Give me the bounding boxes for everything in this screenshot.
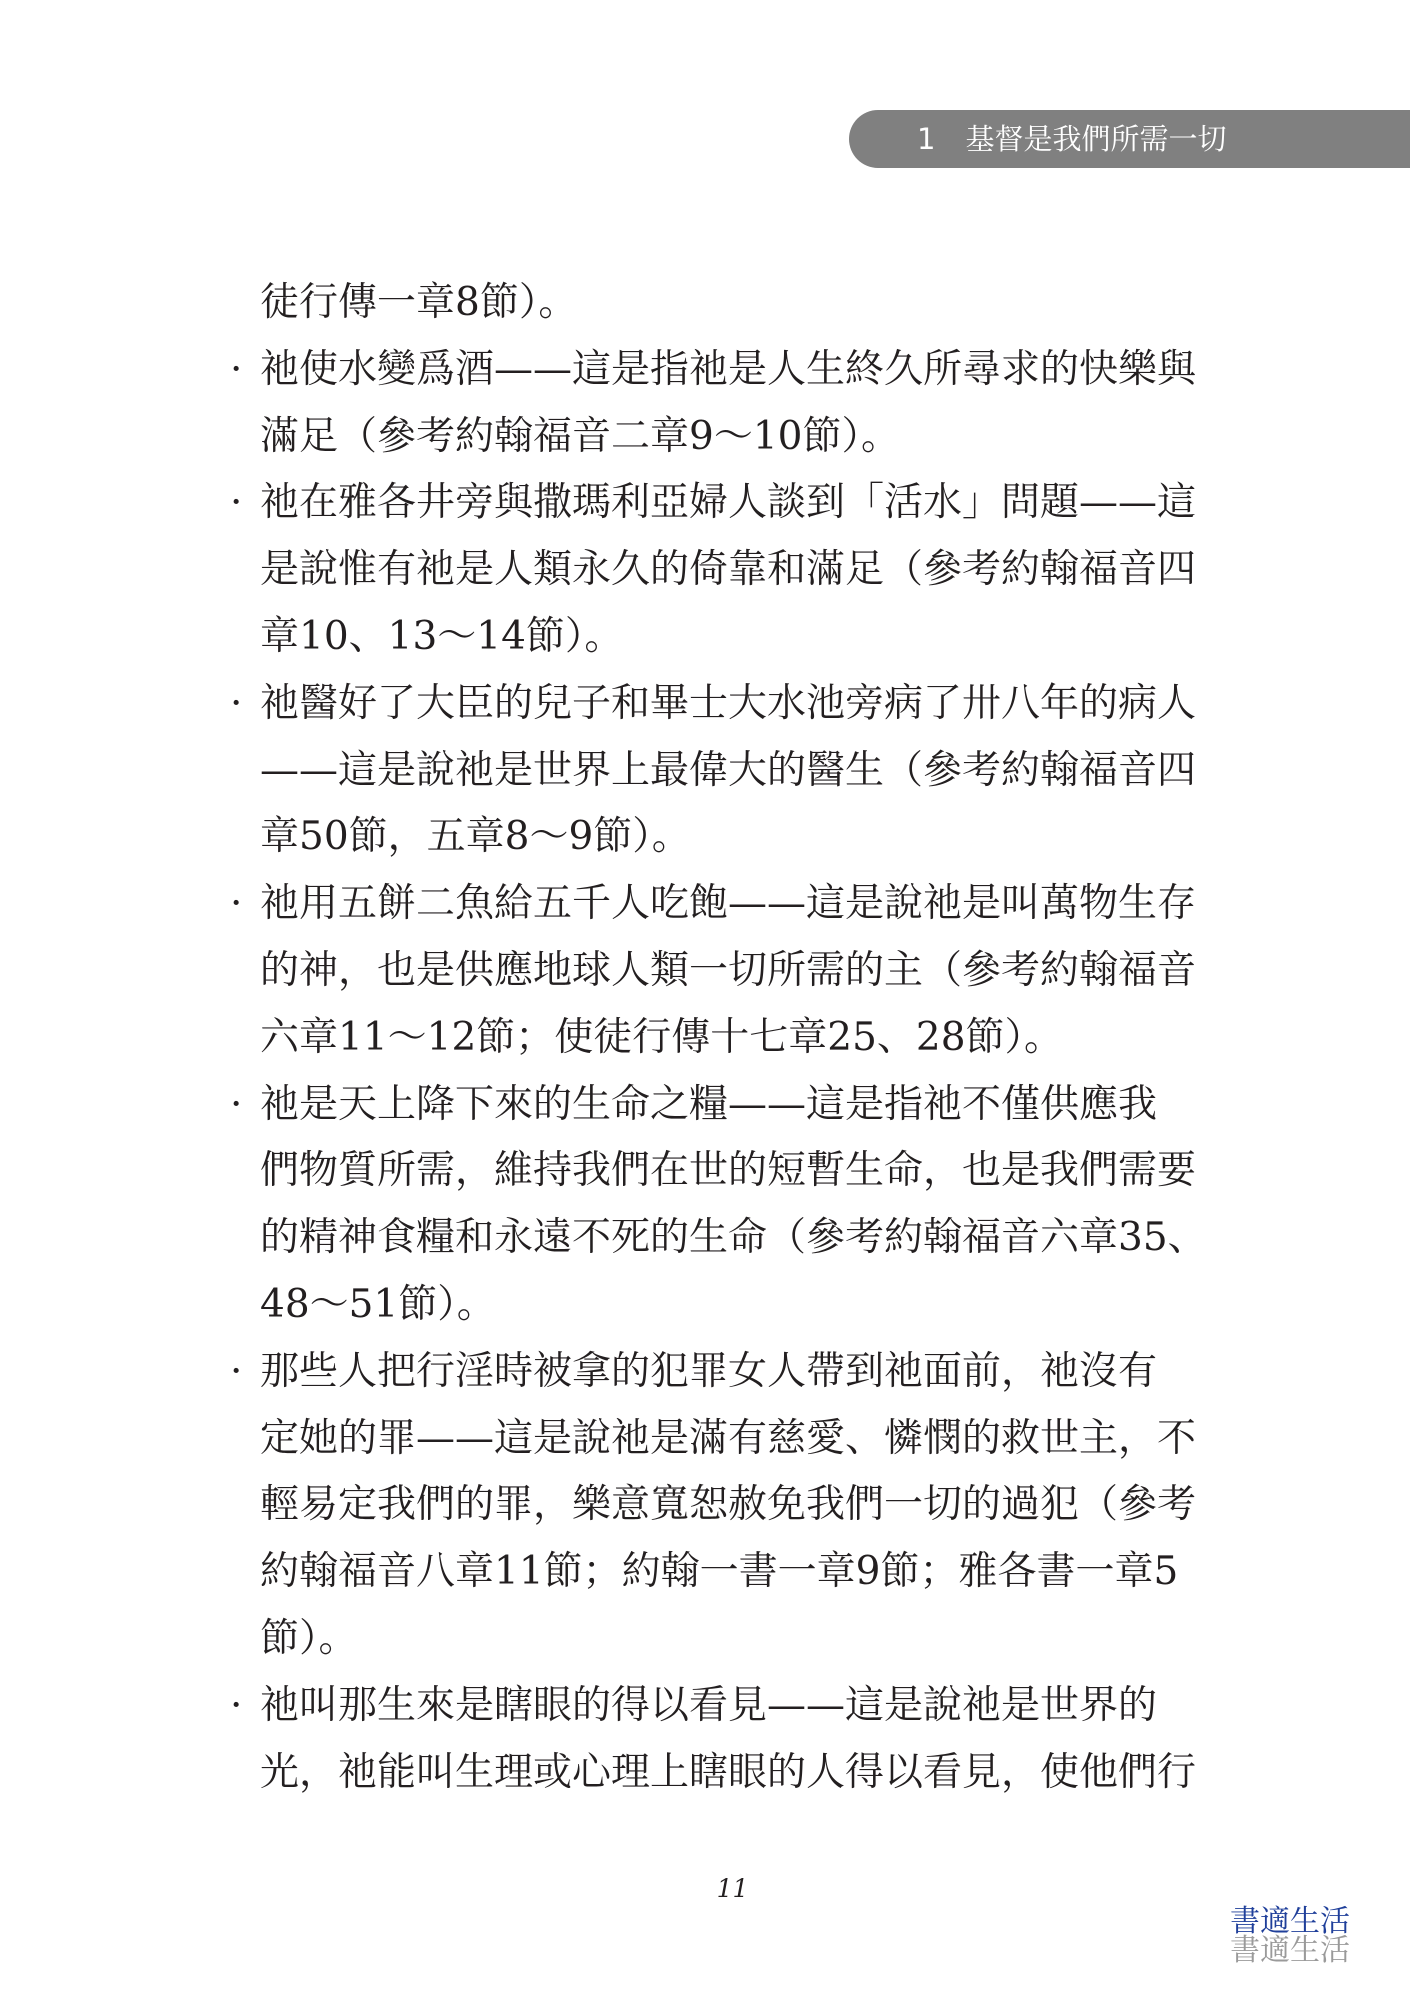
text-line: 徒行傳一章8節）。 — [260, 280, 578, 325]
text-line: 的精神食糧和永遠不死的生命（參考約翰福音六章35、 — [260, 1215, 1207, 1261]
bullet-dot-icon: · — [230, 881, 243, 927]
text-line: 六章11～12節；使徒行傳十七章25、28節）。 — [260, 1014, 1064, 1060]
text-line: 章50節，五章8～9節）。 — [260, 814, 691, 860]
text-line: 節）。 — [260, 1615, 358, 1661]
bullet-dot-icon: · — [230, 1348, 243, 1394]
bullet-dot-icon: · — [230, 346, 243, 392]
bullet-dot-icon: · — [230, 680, 243, 726]
text-line: ——這是說祂是世界上最偉大的醫生（參考約翰福音四 — [260, 747, 1197, 793]
watermark-text-blue: 書適生活 — [1230, 1904, 1350, 1939]
bullet-dot-icon: · — [230, 1682, 243, 1728]
text-line: 48～51節）。 — [260, 1281, 496, 1327]
bullet-item-line: · 祂是天上降下來的生命之糧——這是指祂不僅供應我 — [230, 1072, 1250, 1139]
chapter-number: 1 — [917, 122, 936, 156]
bullet-dot-icon: · — [230, 480, 243, 526]
page-body — [230, 270, 1250, 1806]
bullet-item-line: · 祂使水變爲酒——這是指祂是人生終久所尋求的快樂與 — [230, 337, 1250, 404]
chapter-title: 基督是我們所需一切 — [965, 122, 1227, 156]
bullet-item-line: · 祂醫好了大臣的兒子和畢士大水池旁病了卅八年的病人 — [230, 671, 1250, 738]
text-line: 的神，也是供應地球人類一切所需的主（參考約翰福音 — [260, 947, 1197, 993]
bullet-item-line: · 祂在雅各井旁與撒瑪利亞婦人談到「活水」問題——這 — [230, 470, 1250, 537]
text-line: 輕易定我們的罪，樂意寬恕赦免我們一切的過犯（參考 — [260, 1482, 1197, 1528]
text-line: 光，祂能叫生理或心理上瞎眼的人得以看見，使他們行 — [260, 1749, 1197, 1795]
page-number: 11 — [716, 1874, 749, 1903]
text-line: 滿足（參考約翰福音二章9～10節）。 — [260, 413, 900, 459]
text-line: 定她的罪——這是說祂是滿有慈愛、憐憫的救世主，不 — [260, 1415, 1197, 1461]
chapter-header-tab — [849, 110, 1410, 168]
text-line: 們物質所需，維持我們在世的短暫生命，也是我們需要 — [260, 1148, 1197, 1194]
text-line: 約翰福音八章11節；約翰一書一章9節；雅各書一章5 — [260, 1549, 1179, 1595]
watermark-text-grey: 書適生活 — [1230, 1933, 1350, 1968]
bullet-item-line: · 祂用五餅二魚給五千人吃飽——這是說祂是叫萬物生存 — [230, 871, 1250, 938]
text-line: 是說惟有祂是人類永久的倚靠和滿足（參考約翰福音四 — [260, 547, 1197, 593]
bullet-item-line: · 那些人把行淫時被拿的犯罪女人帶到祂面前，祂沒有 — [230, 1339, 1250, 1406]
bullet-dot-icon: · — [230, 1081, 243, 1127]
bullet-item-line: · 祂叫那生來是瞎眼的得以看見——這是說祂是世界的 — [230, 1673, 1250, 1740]
text-line: 章10、13～14節）。 — [260, 613, 624, 659]
